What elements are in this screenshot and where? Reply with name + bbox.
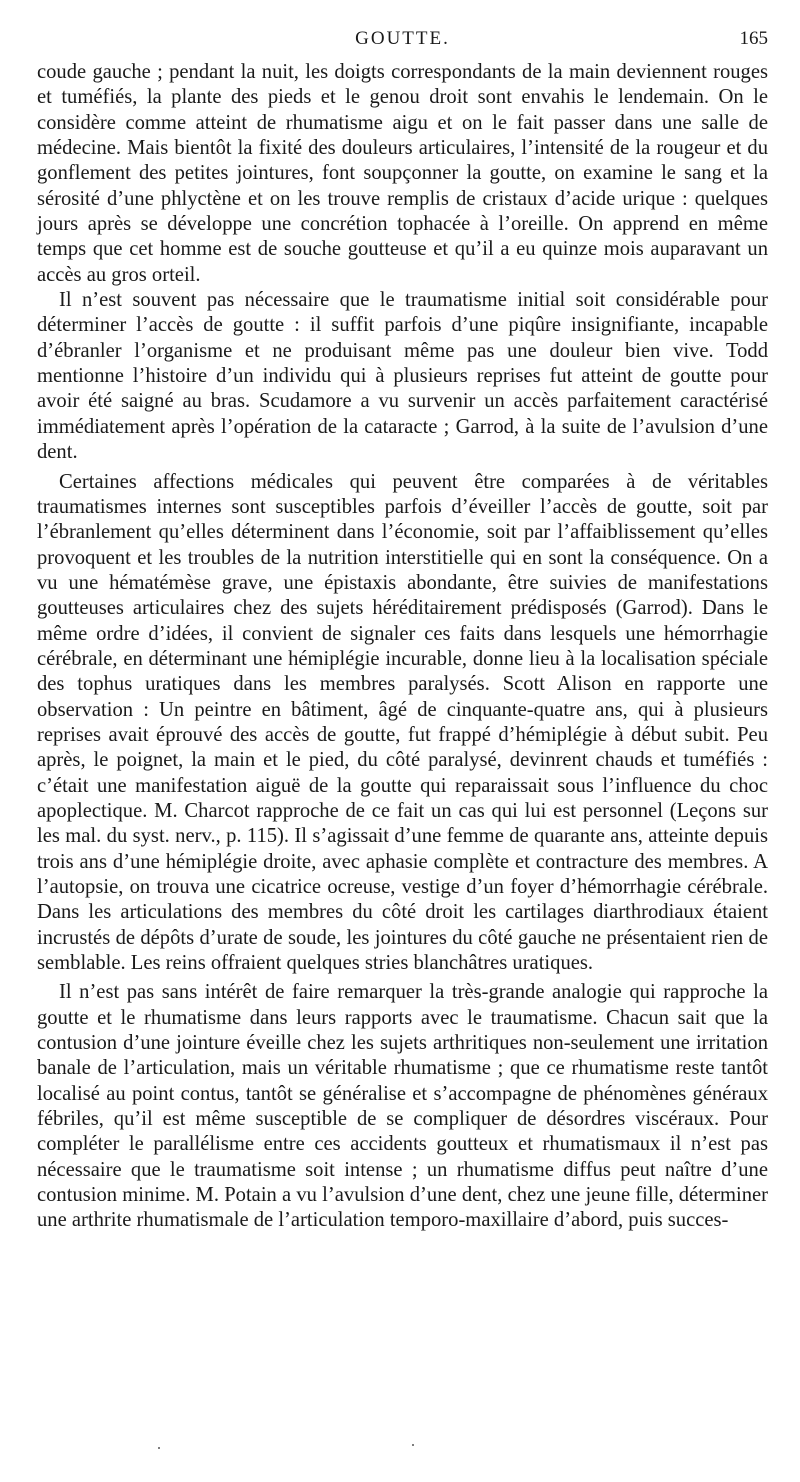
paragraph-affections-medicales: Certaines affections médicales qui peuvent être comparées à de véritables traumatismes internes sont susceptibles parfois d’éveiller l’accès de goutte, soit par l’ébranlement qu’elles déterminent dans l’économie, soit par l’affaiblissement qu’elles provoquent et les troubles de la nutrition interstitielle qui en sont la conséquence. On a vu une hématémèse grave, une épistaxis abondante, être suivies de manifestations goutteuses articulaires chez des sujets héréditairement prédisposés (Garrod). Dans le même ordre d’idées, il convient de signaler ces faits dans lesquels une hémorrhagie cérébrale, en déterminant une hémiplégie incurable, donne lieu à la localisation spéciale des tophus uratiques dans les membres paralysés. Scott Alison en rapporte une observation : Un peintre en bâtiment, âgé de cinquante-quatre ans, qui à plusieurs reprises avait éprouvé des accès de goutte, fut frappé d’hémiplégie à début subit. Peu après, le poignet, la main et le pied, du côté paralysé, devinrent chauds et tuméfiés : c’était une manifestation aiguë de la goutte qui reparaissait sous l’influence du choc apoplectique. M. Charcot rapproche de ce fait un cas qui lui est personnel (Leçons sur les mal. du syst. nerv., p. 115). Il s’agissait d’une femme de quarante ans, atteinte depuis trois ans d’une hémiplégie droite, avec aphasie complète et contracture des membres. A l’autopsie, on trouva une cicatrice ocreuse, vestige d’un foyer d’hémorrhagie cérébrale. Dans les articulations des membres du côté droit les cartilages diarthrodiaux étaient incrustés de dépôts d’urate de soude, les jointures du côté gauche ne présentaient rien de semblable. Les reins offraient quelques stries blanchâtres uratiques. (37, 470, 768, 975)
page-speck (158, 1447, 160, 1449)
body-text (37, 60, 768, 1234)
paragraph-continued: coude gauche ; pendant la nuit, les doigts correspondants de la main deviennent rouges et tuméfiés, la plante des pieds et le genou droit sont envahis le lendemain. On le considère comme atteint de rhumatisme aigu et on le fait passer dans une salle de médecine. Mais bientôt la fixité des douleurs articulaires, l’intensité de la rougeur et du gonflement des petites jointures, font soupçonner la goutte, on examine le sang et la sérosité d’une phlyctène et on les trouve remplis de cristaux d’acide urique : quelques jours après se développe une concrétion tophacée à l’oreille. On apprend en même temps que cet homme est de souche goutteuse et qu’il a eu quinze mois auparavant un accès au gros orteil. (37, 61, 768, 286)
paragraph-traumatisme-initial: Il n’est souvent pas nécessaire que le traumatisme initial soit considérable pour déterminer l’accès de goutte : il suffit parfois d’une piqûre insignifiante, incapable d’ébranler l’organisme et ne produisant même pas une douleur bien vive. Todd mentionne l’histoire d’un individu qui à plusieurs reprises fut atteint de goutte pour avoir été saigné au bras. Scudamore a vu survenir un accès parfaitement caractérisé immédiatement après l’opération de la cataracte ; Garrod, à la suite de l’avulsion d’une dent. (37, 289, 768, 464)
page-number: 165 (739, 28, 768, 49)
paragraph-goutte-rhumatisme: Il n’est pas sans intérêt de faire remarquer la très-grande analogie qui rapproche la goutte et le rhumatisme dans leurs rapports avec le traumatisme. Chacun sait que la contusion d’une jointure éveille chez les sujets arthritiques non-seulement une irritation banale de l’articulation, mais un véritable rhumatisme ; que ce rhumatisme reste tantôt localisé au point contus, tantôt se généralise et s’accompagne de phénomènes généraux fébriles, qu’il est même susceptible de se compliquer de désordres viscéraux. Pour compléter le parallélisme entre ces accidents goutteux et rhumatismaux il n’est pas nécessaire que le traumatisme soit intense ; un rhumatisme diffus peut naître d’une contusion minime. M. Potain a vu l’avulsion d’une dent, chez une jeune fille, déterminer une arthrite rhumatismale de l’articulation temporo-maxillaire d’abord, puis succes- (37, 981, 768, 1232)
page-speck (412, 1444, 414, 1446)
running-head (37, 28, 768, 54)
running-title: GOUTTE. (355, 28, 450, 49)
